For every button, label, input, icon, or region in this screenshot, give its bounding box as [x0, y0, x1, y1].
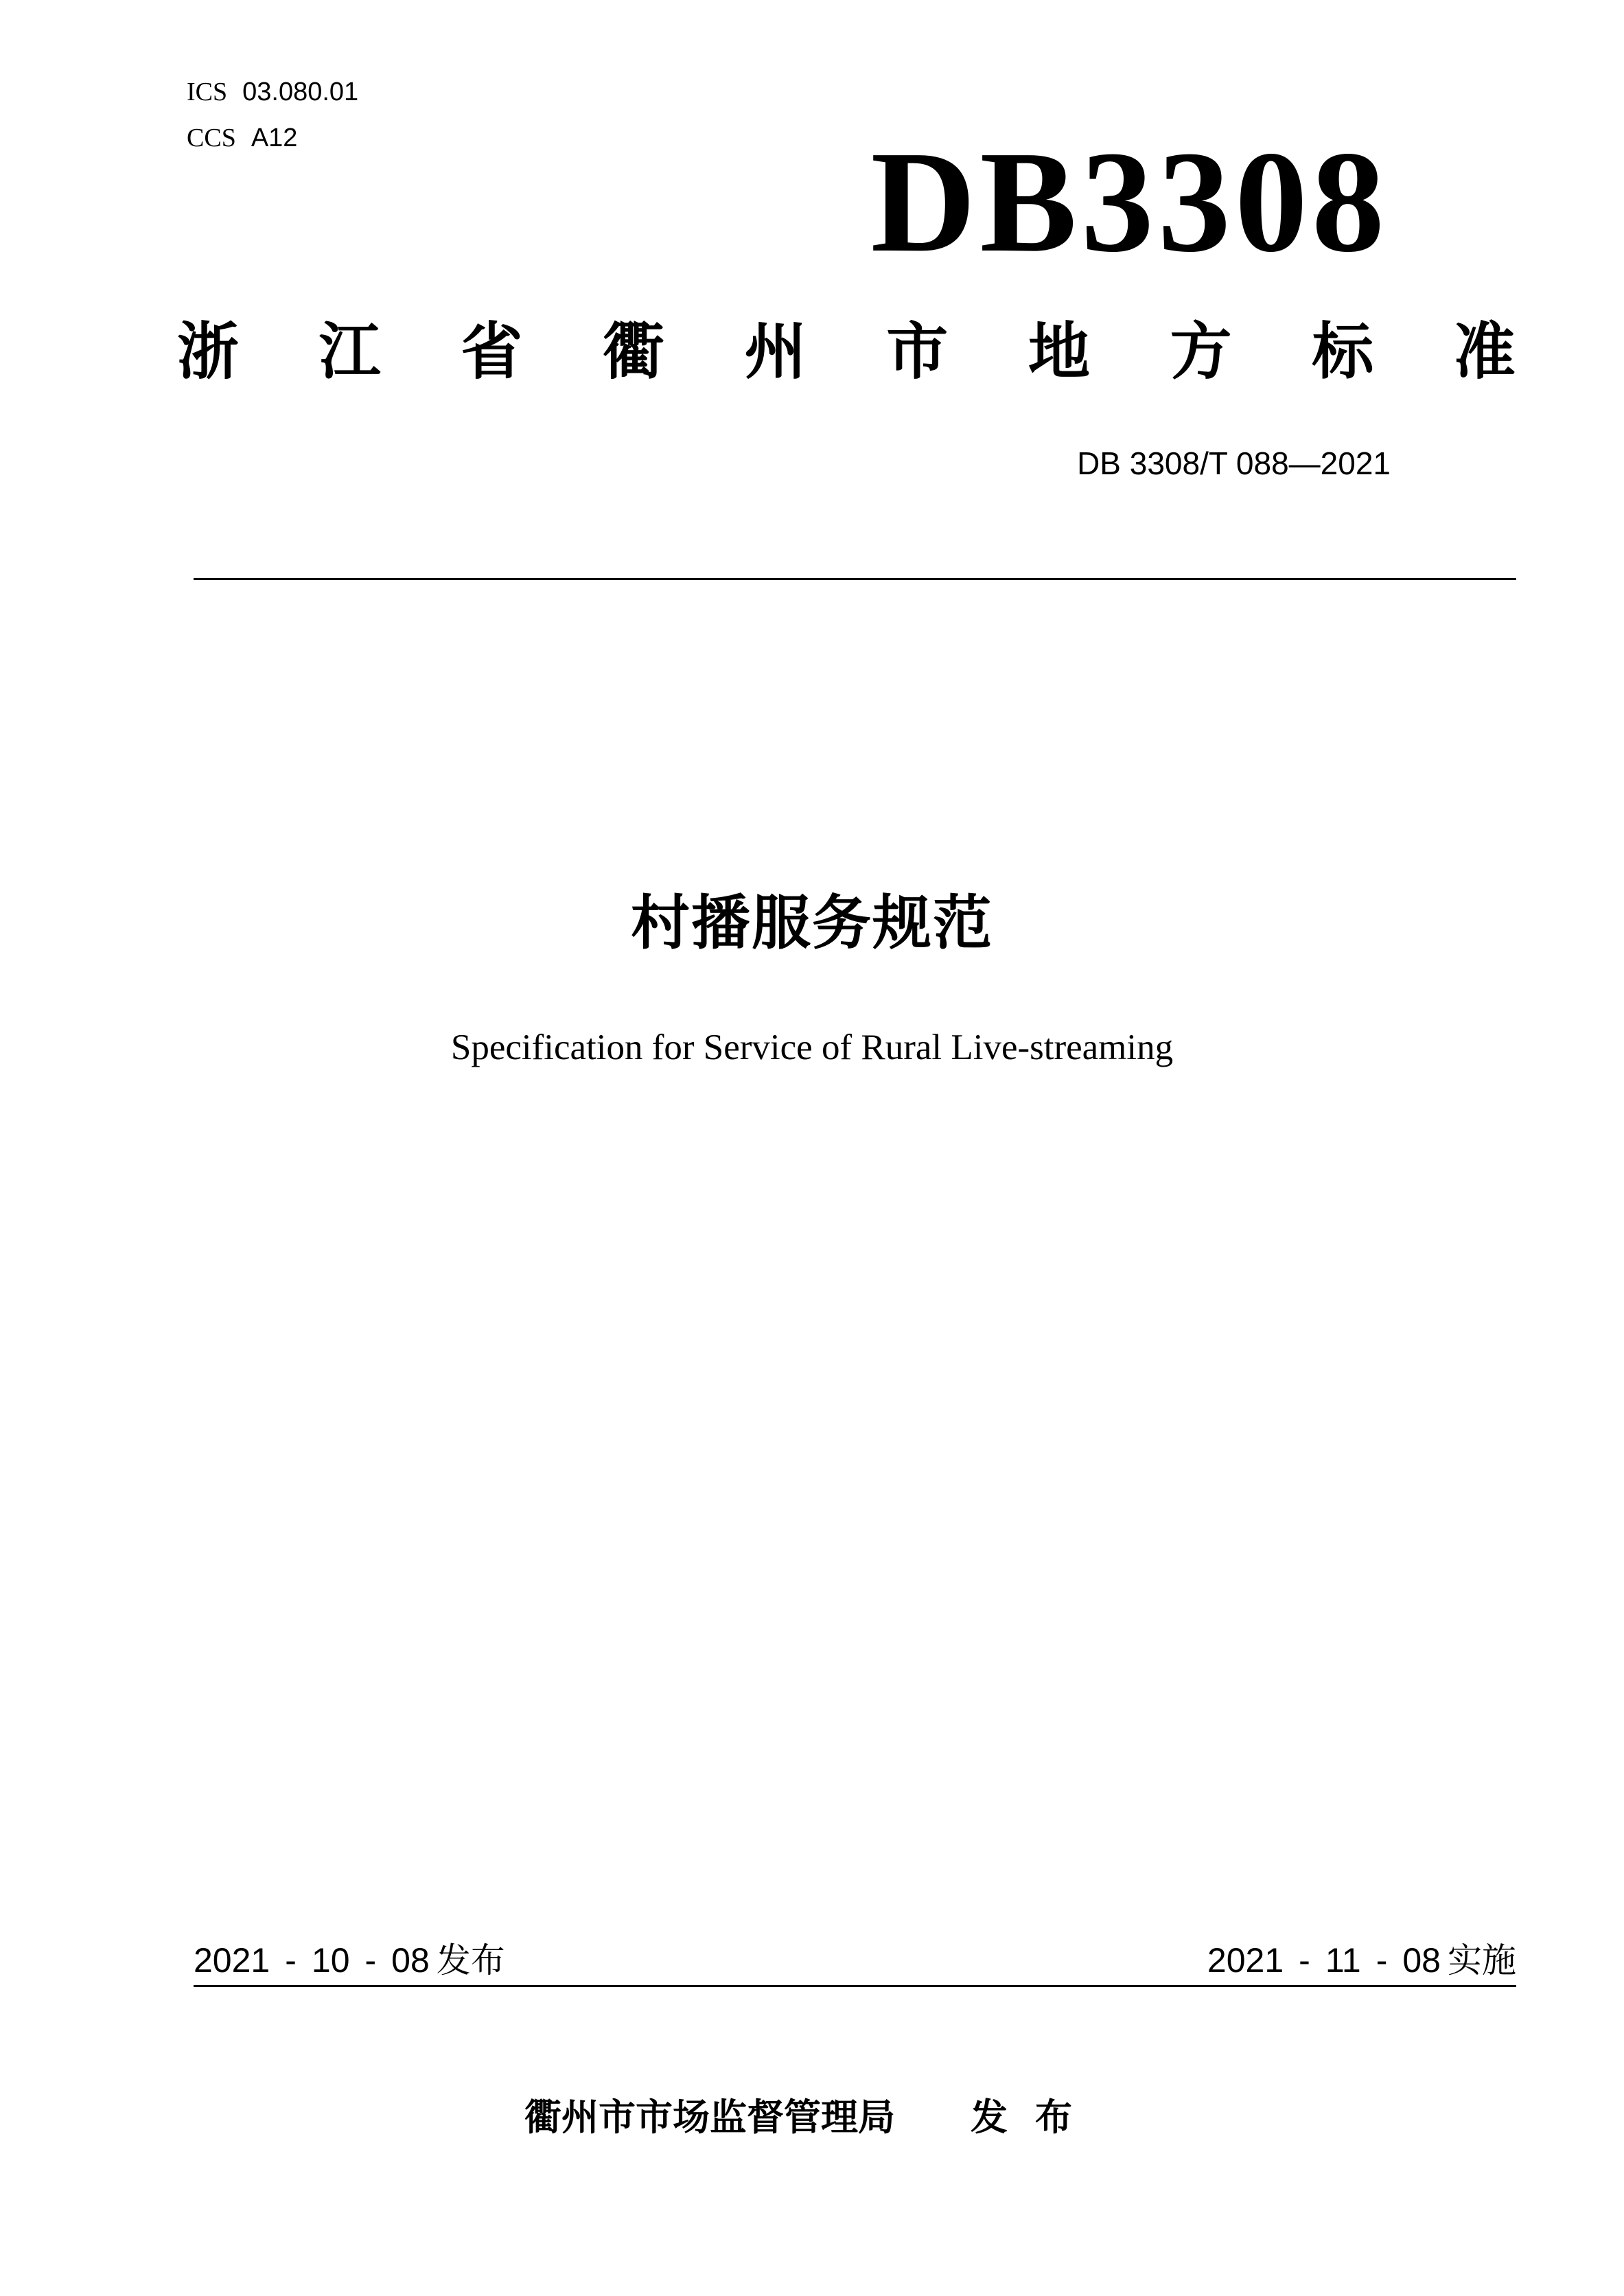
implementation-day: 08 [1402, 1941, 1441, 1980]
standard-type-char: 江 [318, 316, 381, 388]
ics-classification [187, 77, 358, 107]
implementation-year: 2021 [1207, 1941, 1284, 1980]
ccs-classification [187, 123, 297, 153]
ics-label: ICS [187, 78, 228, 106]
standard-number: DB 3308/T 088—2021 [1077, 445, 1391, 481]
standard-type-heading [177, 314, 1516, 390]
document-title-chinese: 村播服务规范 [631, 889, 993, 958]
implementation-label: 实施 [1448, 1940, 1516, 1980]
ics-value: 03.080.01 [242, 78, 359, 106]
publisher-name: 衢州市市场监督管理局 [524, 2096, 895, 2139]
date-separator: - [1376, 1941, 1388, 1980]
standard-type-char: 准 [1453, 316, 1516, 388]
footer-divider [194, 1985, 1516, 1987]
standard-type-char: 省 [461, 316, 523, 388]
implementation-date [1207, 1940, 1516, 1981]
date-separator: - [285, 1941, 297, 1980]
ccs-value: A12 [251, 124, 298, 152]
standard-type-char: 衢 [602, 316, 664, 388]
issue-day: 08 [391, 1941, 430, 1980]
standard-type-char: 标 [1312, 316, 1374, 388]
issue-year: 2021 [194, 1941, 270, 1980]
header-divider [194, 578, 1516, 580]
standard-type-char: 地 [1028, 316, 1090, 388]
ccs-label: CCS [187, 124, 236, 152]
standard-type-char: 浙 [177, 316, 239, 388]
date-separator: - [364, 1941, 377, 1980]
issue-month: 10 [311, 1941, 350, 1980]
issue-label: 发布 [436, 1940, 505, 1980]
standard-type-char: 方 [1170, 316, 1232, 388]
publisher-action: 发布 [971, 2096, 1100, 2139]
issue-date [194, 1940, 505, 1981]
publisher-line [0, 2094, 1624, 2142]
standard-type-char: 州 [744, 316, 807, 388]
document-title-english: Specification for Service of Rural Live-streaming [450, 1028, 1174, 1067]
date-separator: - [1299, 1941, 1310, 1980]
region-standard-code: DB3308 [870, 121, 1389, 282]
implementation-month: 11 [1325, 1941, 1361, 1980]
standard-type-char: 市 [886, 316, 949, 388]
